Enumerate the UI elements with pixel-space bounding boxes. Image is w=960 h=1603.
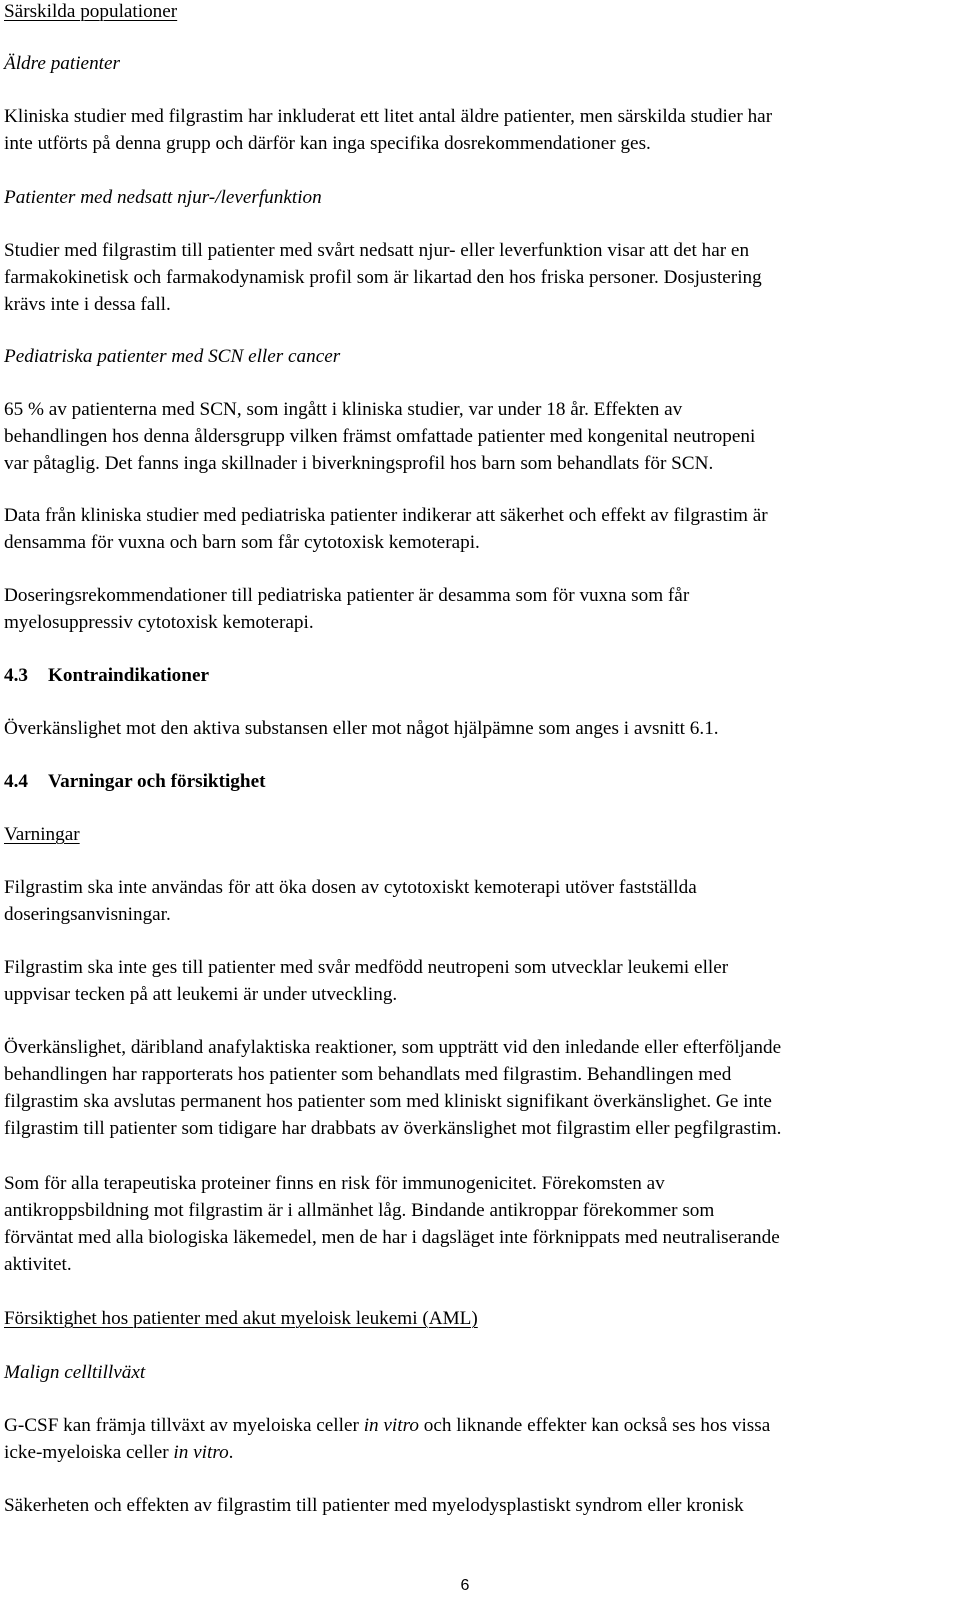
paragraph-line: behandlingen har rapporterats hos patienter som behandlats med filgrastim. Behandlingen med (4, 1064, 732, 1085)
paragraph-line: Överkänslighet, däribland anafylaktiska reaktioner, som uppträtt vid den inledande eller efterföljande (4, 1037, 782, 1058)
paragraph-line (4, 1439, 233, 1466)
subheading-elderly: Äldre patienter (4, 53, 120, 74)
paragraph-line (4, 1412, 770, 1439)
subheading-aml: Försiktighet hos patienter med akut myeloisk leukemi (AML) (4, 1308, 478, 1329)
paragraph-line: Säkerheten och effekten av filgrastim till patienter med myelodysplastiskt syndrom eller kronisk (4, 1495, 744, 1516)
section-heading-warnings (4, 768, 265, 795)
italic-term-in-vitro: in vitro (363, 1415, 419, 1436)
text-run: och liknande effekter kan också ses hos vissa (418, 1415, 771, 1436)
paragraph-line: förväntat med alla biologiska läkemedel, men de har i dagsläget inte förknippats med neutraliserande (4, 1227, 780, 1248)
paragraph-line: filgrastim ska avslutas permanent hos patienter som med kliniskt signifikant överkänslighet. Ge inte (4, 1091, 772, 1112)
section-title: Kontraindikationer (48, 665, 209, 686)
paragraph-line: uppvisar tecken på att leukemi är under utveckling. (4, 984, 398, 1005)
subheading-renal-hepatic: Patienter med nedsatt njur-/leverfunktion (4, 187, 322, 208)
page-number: 6 (460, 1577, 470, 1594)
paragraph-line: Överkänslighet mot den aktiva substansen eller mot något hjälpämne som anges i avsnitt 6.1. (4, 718, 719, 739)
paragraph-line: 65 % av patienterna med SCN, som ingått i kliniska studier, var under 18 år. Effekten av (4, 399, 683, 420)
paragraph-line: behandlingen hos denna åldersgrupp vilken främst omfattade patienter med kongenital neutropeni (4, 426, 756, 447)
section-heading-contraindications (4, 662, 209, 689)
paragraph-line: Som för alla terapeutiska proteiner finns en risk för immunogenicitet. Förekomsten av (4, 1173, 665, 1194)
paragraph-line: Filgrastim ska inte användas för att öka dosen av cytotoxiskt kemoterapi utöver fastställda (4, 877, 697, 898)
italic-term-in-vitro: in vitro (173, 1442, 229, 1463)
paragraph-line: Studier med filgrastim till patienter med svårt nedsatt njur- eller leverfunktion visar att det har en (4, 240, 750, 261)
paragraph-line: Filgrastim ska inte ges till patienter med svår medfödd neutropeni som utvecklar leukemi eller (4, 957, 729, 978)
paragraph-line: antikroppsbildning mot filgrastim är i allmänhet låg. Bindande antikroppar förekommer som (4, 1200, 715, 1221)
paragraph-line: krävs inte i dessa fall. (4, 294, 171, 315)
paragraph-line: inte utförts på denna grupp och därför kan inga specifika dosrekommendationer ges. (4, 133, 651, 154)
section-title: Varningar och försiktighet (48, 771, 266, 792)
paragraph-line: Kliniska studier med filgrastim har inkluderat ett litet antal äldre patienter, men särskilda studier har (4, 106, 773, 127)
subheading-pediatric: Pediatriska patienter med SCN eller cancer (4, 346, 341, 367)
paragraph-line: myelosuppressiv cytotoxisk kemoterapi. (4, 612, 314, 633)
paragraph-line: aktivitet. (4, 1254, 72, 1275)
section-number: 4.4 (4, 771, 28, 792)
paragraph-line: doseringsanvisningar. (4, 904, 171, 925)
paragraph-line: densamma för vuxna och barn som får cytotoxisk kemoterapi. (4, 532, 480, 553)
section-number: 4.3 (4, 665, 28, 686)
section-heading-special-populations: Särskilda populationer (4, 1, 178, 22)
paragraph-line: var påtaglig. Det fanns inga skillnader i biverkningsprofil hos barn som behandlats för SCN. (4, 453, 714, 474)
text-run: . (228, 1442, 234, 1463)
text-run: icke-myeloiska celler (4, 1442, 174, 1463)
paragraph-line: filgrastim till patienter som tidigare har drabbats av överkänslighet mot filgrastim eller pegfilgrastim. (4, 1118, 782, 1139)
paragraph-line: farmakokinetisk och farmakodynamisk profil som är likartad den hos friska personer. Dosjustering (4, 267, 762, 288)
paragraph-line: Data från kliniska studier med pediatriska patienter indikerar att säkerhet och effekt av filgrastim är (4, 505, 768, 526)
subheading-warnings: Varningar (4, 824, 80, 845)
text-run: G-CSF kan främja tillväxt av myeloiska celler (4, 1415, 364, 1436)
paragraph-line: Doseringsrekommendationer till pediatriska patienter är desamma som för vuxna som får (4, 585, 690, 606)
subheading-malignant-growth: Malign celltillväxt (4, 1362, 146, 1383)
